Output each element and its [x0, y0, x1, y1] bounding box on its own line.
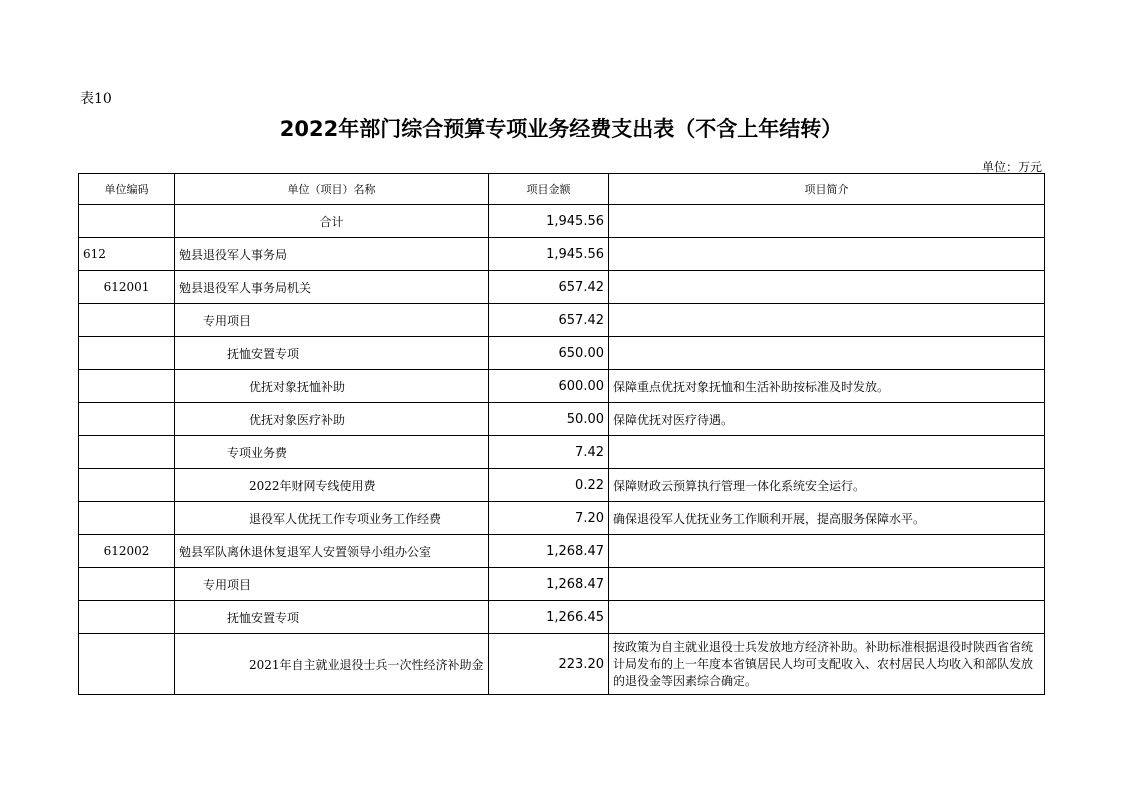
column-header-code: 单位编码: [79, 174, 175, 205]
table-row: [79, 271, 1045, 304]
description-cell: [609, 304, 1045, 337]
unit-code-cell: [79, 403, 175, 436]
amount-cell: 1,945.56: [489, 238, 609, 271]
amount-cell: 657.42: [489, 271, 609, 304]
table-row: [79, 304, 1045, 337]
unit-code-cell: [79, 205, 175, 238]
amount-cell: 1,266.45: [489, 601, 609, 634]
item-name-cell: 合计: [175, 205, 489, 238]
amount-cell: 7.20: [489, 502, 609, 535]
column-header-amount: 项目金额: [489, 174, 609, 205]
page-title: 2022年部门综合预算专项业务经费支出表（不含上年结转）: [279, 117, 843, 141]
budget-table: [78, 173, 1045, 695]
description-cell: [609, 601, 1045, 634]
unit-code-cell: [79, 502, 175, 535]
table-row: [79, 436, 1045, 469]
table-row-total: [79, 205, 1045, 238]
table-row: [79, 535, 1045, 568]
item-name-cell: 专项业务费: [175, 436, 489, 469]
description-cell: 按政策为自主就业退役士兵发放地方经济补助。补助标准根据退役时陕西省省统计局发布的上一年度本省镇居民人均可支配收入、农村居民人均收入和部队发放的退役金等因素综合确定。: [609, 634, 1045, 695]
description-cell: [609, 535, 1045, 568]
amount-cell: 657.42: [489, 304, 609, 337]
unit-code-cell: [79, 601, 175, 634]
description-cell: [609, 205, 1045, 238]
item-name-cell: 专用项目: [175, 568, 489, 601]
item-name-cell: 优抚对象医疗补助: [175, 403, 489, 436]
table-row: [79, 337, 1045, 370]
description-cell: [609, 568, 1045, 601]
description-cell: 确保退役军人优抚业务工作顺利开展，提高服务保障水平。: [609, 502, 1045, 535]
item-name-cell: 专用项目: [175, 304, 489, 337]
unit-label: 单位：万元: [981, 160, 1042, 174]
table-header-row: [79, 174, 1045, 205]
item-name-cell: 勉县退役军人事务局: [175, 238, 489, 271]
amount-cell: 1,268.47: [489, 568, 609, 601]
item-name-cell: 退役军人优抚工作专项业务工作经费: [175, 502, 489, 535]
item-name-cell: 抚恤安置专项: [175, 601, 489, 634]
unit-code-cell: [79, 370, 175, 403]
item-name-cell: 2022年财网专线使用费: [175, 469, 489, 502]
table-row: [79, 634, 1045, 695]
amount-cell: 50.00: [489, 403, 609, 436]
description-cell: 保障财政云预算执行管理一体化系统安全运行。: [609, 469, 1045, 502]
description-cell: 保障重点优抚对象抚恤和生活补助按标准及时发放。: [609, 370, 1045, 403]
description-cell: [609, 238, 1045, 271]
column-header-description: 项目简介: [609, 174, 1045, 205]
table-row: [79, 370, 1045, 403]
unit-code-cell: [79, 337, 175, 370]
table-row: [79, 403, 1045, 436]
description-cell: 保障优抚对医疗待遇。: [609, 403, 1045, 436]
item-name-cell: 优抚对象抚恤补助: [175, 370, 489, 403]
unit-code-cell: 612001: [79, 271, 175, 304]
item-name-cell: 抚恤安置专项: [175, 337, 489, 370]
sheet-label: 表10: [80, 91, 112, 107]
table-row: [79, 568, 1045, 601]
table-row: [79, 238, 1045, 271]
description-cell: [609, 436, 1045, 469]
amount-cell: 1,945.56: [489, 205, 609, 238]
column-header-name: 单位（项目）名称: [175, 174, 489, 205]
item-name-cell: 勉县军队离休退休复退军人安置领导小组办公室: [175, 535, 489, 568]
unit-code-cell: 612002: [79, 535, 175, 568]
description-cell: [609, 337, 1045, 370]
table-row: [79, 502, 1045, 535]
description-cell: [609, 271, 1045, 304]
amount-cell: 600.00: [489, 370, 609, 403]
amount-cell: 650.00: [489, 337, 609, 370]
amount-cell: 223.20: [489, 634, 609, 695]
amount-cell: 7.42: [489, 436, 609, 469]
amount-cell: 1,268.47: [489, 535, 609, 568]
unit-code-cell: [79, 568, 175, 601]
table-row: [79, 601, 1045, 634]
unit-code-cell: [79, 436, 175, 469]
table-row: [79, 469, 1045, 502]
unit-code-cell: [79, 634, 175, 695]
amount-cell: 0.22: [489, 469, 609, 502]
unit-code-cell: [79, 304, 175, 337]
item-name-cell: 2021年自主就业退役士兵一次性经济补助金: [175, 634, 489, 695]
unit-code-cell: 612: [79, 238, 175, 271]
item-name-cell: 勉县退役军人事务局机关: [175, 271, 489, 304]
unit-code-cell: [79, 469, 175, 502]
